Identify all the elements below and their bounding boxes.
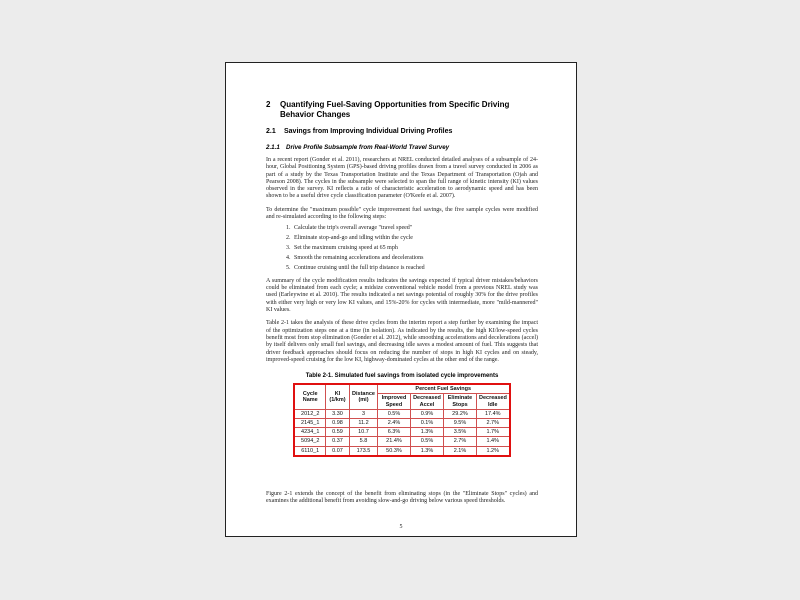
col-header-distance: Distance (mi) (349, 384, 377, 409)
table-body (294, 409, 509, 456)
subsection-title: Savings from Improving Individual Driving Profiles (284, 128, 453, 135)
value-cell: 3.30 (325, 409, 349, 418)
document-page (225, 62, 577, 537)
value-cell: 1.2% (476, 446, 509, 456)
body-paragraph-4: Figure 2-1 extends the concept of the benefit from eliminating stops (in the "Eliminate Stops" cycles) and examines the additional benefit from avoiding slow-and-go driving below various speed thresholds. (266, 490, 538, 505)
value-cell: 2.4% (377, 418, 410, 427)
value-cell: 0.5% (410, 437, 443, 446)
list-intro-paragraph: To determine the "maximum possible" cycle improvement fuel savings, the five sample cycles were modified and re-simulated according to the following steps: (266, 206, 538, 221)
value-cell: 29.2% (443, 409, 476, 418)
table-caption: Table 2-1. Simulated fuel savings from isolated cycle improvements (305, 373, 499, 380)
value-cell: 0.5% (377, 409, 410, 418)
list-item: 2. Eliminate stop-and-go and idling within the cycle (292, 235, 538, 242)
value-cell: 2.7% (476, 418, 509, 427)
table-header-row (294, 384, 509, 394)
value-cell: 1.4% (476, 437, 509, 446)
col-header-decreased-idle: Decreased Idle (476, 394, 509, 409)
section-title: Quantifying Fuel-Saving Opportunities from Specific Driving Behavior Changes (280, 100, 510, 119)
col-group-header-percent-fuel-savings: Percent Fuel Savings (377, 384, 509, 394)
section-number: 2 (266, 100, 271, 109)
subsection-number: 2.1 (266, 128, 276, 135)
value-cell: 2.1% (443, 446, 476, 456)
fuel-savings-table (293, 383, 510, 457)
value-cell: 11.2 (349, 418, 377, 427)
value-cell: 6.3% (377, 428, 410, 437)
subsubsection-title: Drive Profile Subsample from Real-World Travel Survey (286, 144, 450, 151)
body-paragraph-1: In a recent report (Gonder et al. 2011), researchers at NREL conducted detailed analyses of a subsample of 24-hour, Global Positioning System (GPS)-based driving profiles drawn from a travel survey conducted in 2006 as part of a study by the Texas Transportation Institute and the Texas Department of Transportation (Ojah and Pearson 2008). The cycles in the subsample were selected to span the full range of kinetic intensity (KI) values observed in the survey. KI reflects a ratio of characteristic acceleration to aerodynamic speed and has been shown to be a useful drive cycle classification parameter (O'Keefe et al. 2007). (266, 157, 538, 200)
subsection-heading (266, 128, 538, 136)
col-header-decreased-accel: Decreased Accel (410, 394, 443, 409)
col-header-eliminate-stops: Eliminate Stops (443, 394, 476, 409)
table-row (294, 418, 509, 427)
page-number: 5 (399, 524, 403, 530)
col-header-cycle-name: Cycle Name (294, 384, 325, 409)
cycle-name-cell: 5094_2 (294, 437, 325, 446)
value-cell: 1.3% (410, 446, 443, 456)
list-item: 5. Continue cruising until the full trip distance is reached (292, 265, 538, 272)
value-cell: 3.5% (443, 428, 476, 437)
value-cell: 3 (349, 409, 377, 418)
value-cell: 2.7% (443, 437, 476, 446)
value-cell: 50.3% (377, 446, 410, 456)
modification-steps-list (292, 225, 538, 271)
list-item: 3. Set the maximum cruising speed at 65 mph (292, 245, 538, 252)
body-paragraph-2: A summary of the cycle modification results indicates the savings expected if typical driver mistakes/behaviors could be eliminated from each cycle; a midsize conventional vehicle model from a previous NREL study was used (Earleywine et al. 2010). The results indicated a net savings potential of roughly 30% for the drive profiles with either very high or very low KI values, and 15%-20% for cycles with intermediate, more "mild-mannered" KI values. (266, 277, 538, 314)
value-cell: 17.4% (476, 409, 509, 418)
subsubsection-heading (266, 144, 538, 151)
col-header-ki: KI (1/km) (325, 384, 349, 409)
value-cell: 0.37 (325, 437, 349, 446)
value-cell: 9.5% (443, 418, 476, 427)
cycle-name-cell: 4234_1 (294, 428, 325, 437)
value-cell: 1.7% (476, 428, 509, 437)
subsubsection-number: 2.1.1 (266, 144, 280, 151)
value-cell: 0.07 (325, 446, 349, 456)
value-cell: 10.7 (349, 428, 377, 437)
table-row (294, 437, 509, 446)
table-row (294, 428, 509, 437)
cycle-name-cell: 2145_1 (294, 418, 325, 427)
cycle-name-cell: 2012_2 (294, 409, 325, 418)
value-cell: 0.1% (410, 418, 443, 427)
value-cell: 0.98 (325, 418, 349, 427)
value-cell: 173.5 (349, 446, 377, 456)
cycle-name-cell: 6110_1 (294, 446, 325, 456)
value-cell: 5.8 (349, 437, 377, 446)
body-paragraph-3: Table 2-1 takes the analysis of these drive cycles from the interim report a step further by examining the impact of the optimization steps one at a time (in isolation). As indicated by the results, the high KI/low-speed cycles benefit most from stop elimination (Gonder et al. 2012), while smoothing accelerations and decelerations (accel) by itself delivers only small fuel savings, and decreasing idle saves a modest amount of fuel. This suggests that driver feedback approaches should focus on reducing the number of stops in high KI cycles and on steady, improved-speed cruising for the low KI, highway-dominated cycles at the other end of the range. (266, 320, 538, 363)
table-row (294, 409, 509, 418)
value-cell: 1.3% (410, 428, 443, 437)
list-item: 4. Smooth the remaining accelerations and decelerations (292, 255, 538, 262)
value-cell: 0.59 (325, 428, 349, 437)
col-header-improved-speed: Improved Speed (377, 394, 410, 409)
list-item: 1. Calculate the trip's overall average "travel speed" (292, 225, 538, 232)
value-cell: 0.9% (410, 409, 443, 418)
section-heading (266, 100, 538, 119)
table-row (294, 446, 509, 456)
value-cell: 21.4% (377, 437, 410, 446)
